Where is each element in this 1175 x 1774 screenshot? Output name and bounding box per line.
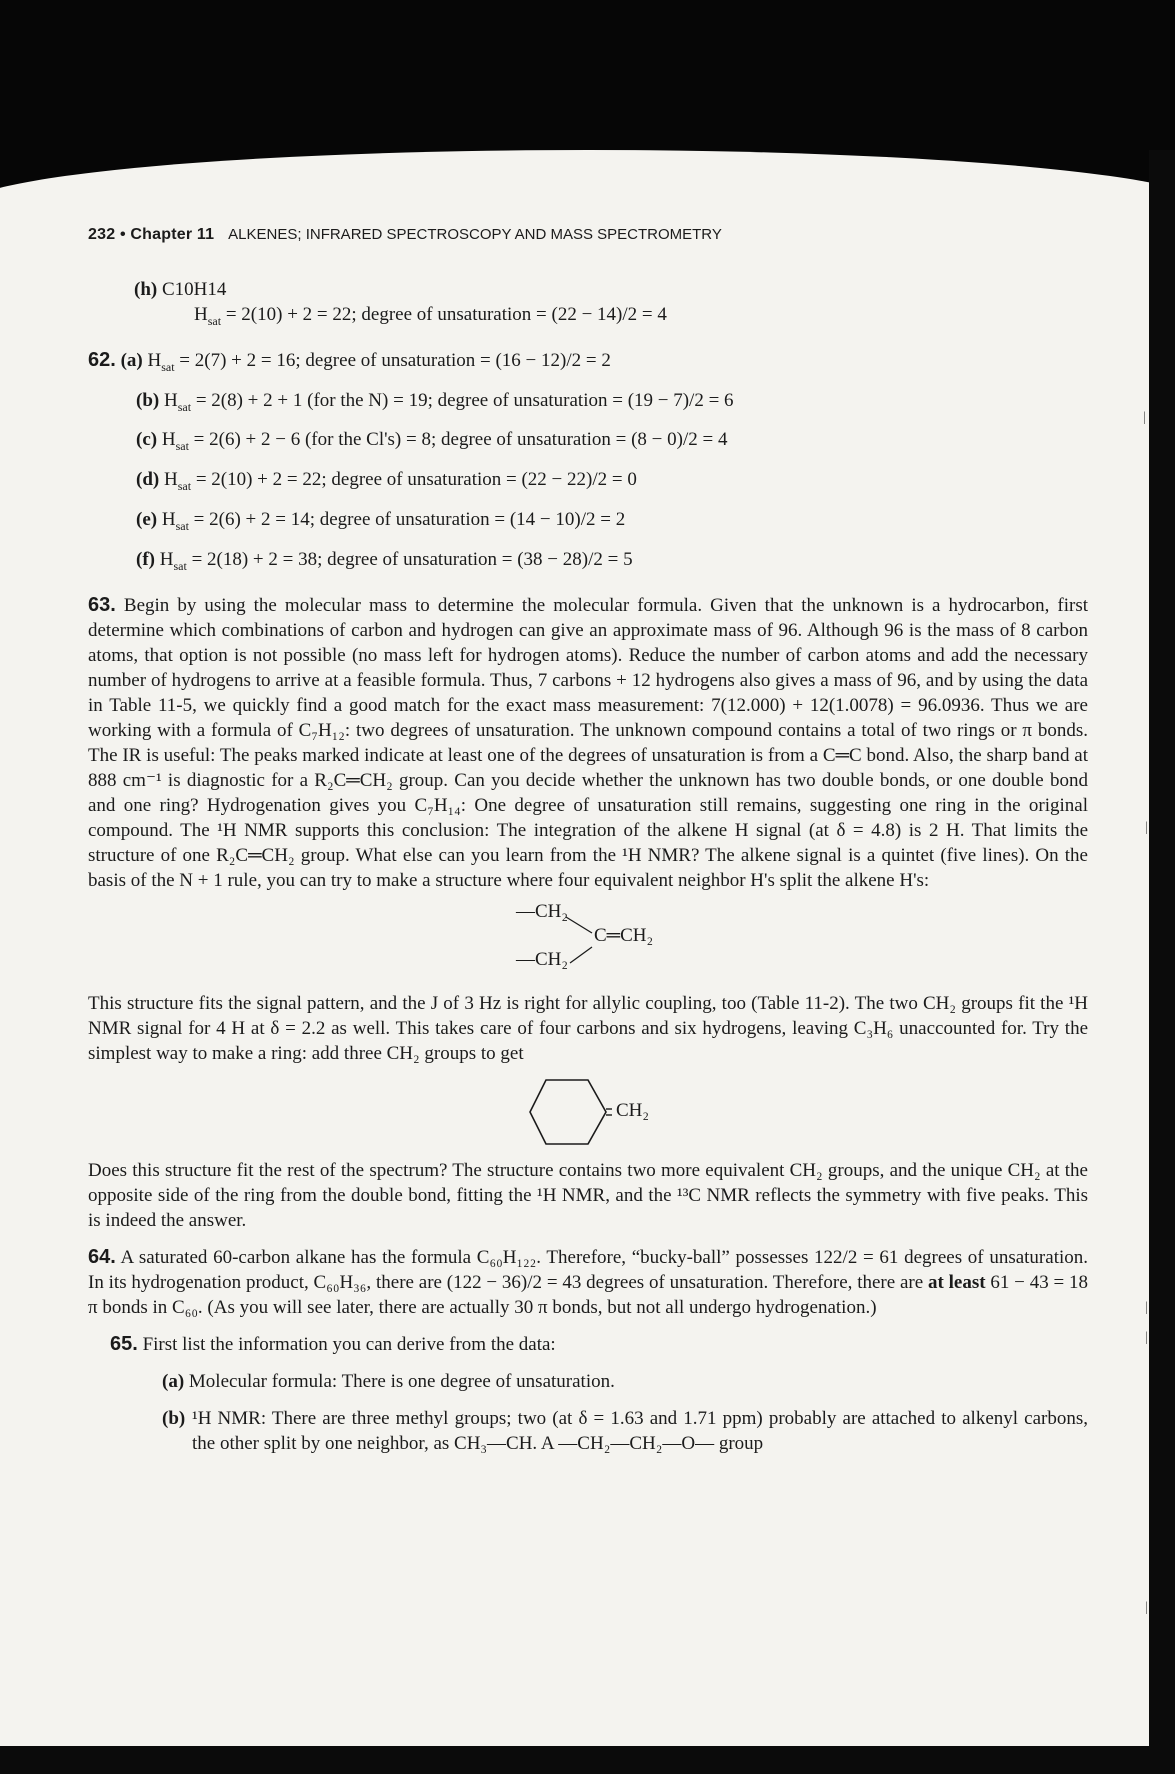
structure-alkene: C═CH₂ bbox=[594, 924, 654, 946]
bullet: • bbox=[119, 226, 131, 243]
margin-mark: | bbox=[1145, 1300, 1148, 1315]
part-h-formula: C10H14 bbox=[161, 279, 227, 300]
problem-62-number: 62. bbox=[88, 348, 116, 371]
problem-65-a bbox=[88, 1369, 1088, 1394]
item-text: = 2(7) + 2 = 16; degree of unsaturation = (16 − 12)/2 = 2 bbox=[179, 349, 611, 371]
item-label: (c) bbox=[136, 429, 158, 451]
margin-mark: | bbox=[1145, 1600, 1148, 1615]
margin-mark: | bbox=[1143, 410, 1146, 425]
item-label: (e) bbox=[136, 508, 158, 530]
problem-64-text-b: 61 − 43 = 18 π bonds in C₆₀. (As you will see later, there are actually 30 π bonds, but not all undergo hydrogenation.) bbox=[88, 1271, 1089, 1318]
item-text: = 2(10) + 2 = 22; degree of unsaturation = (22 − 22)/2 = 0 bbox=[195, 469, 637, 491]
item-label: (b) bbox=[162, 1407, 186, 1429]
problem-64-paragraph bbox=[88, 1245, 1088, 1320]
item-label: (a) bbox=[120, 349, 143, 371]
item-label: (f) bbox=[136, 548, 155, 570]
item-label: (b) bbox=[136, 389, 160, 411]
part-h-label: (h) bbox=[134, 279, 158, 300]
problem-63-paragraph-3: Does this structure fit the rest of the spectrum? The structure contains two more equivalent CH₂ groups, and the unique CH₂ at the opposite side of the ring from the double bond, fitting the ¹H NMR, and the ¹³C NMR reflects the symmetry with five peaks. This is indeed the answer. bbox=[88, 1159, 1088, 1231]
problem-64-emphasis: at least bbox=[927, 1271, 986, 1293]
problem-62-b: (b) $H_{sat} = 2(8) + 2 + 1$ (for the N) = 19; degree of unsaturation = (19 − 7)/2 = 6 bbox=[136, 389, 734, 414]
chapter-title: ALKENES; INFRARED SPECTROSCOPY AND MASS SPECTROMETRY bbox=[228, 226, 722, 243]
problem-63-text-1: Begin by using the molecular mass to determine the molecular formula. Given that the unknown is a hydrocarbon, first determine which combinations of carbon and hydrogen can give an approximate mass of 96. Although 96 is the mass of 8 carbon atoms, that option is not possible (no mass left for hydrogen atoms). Reduce the number of carbon atoms and add the necessary number of hydrogens to arrive at a feasible formula. Thus, 7 carbons + 12 hydrogens also gives a mass of 96, and by using the data in Table 11-5, we quickly find a good match for the exact mass measurement: 7(12.000) + 12(1.0078) = 96.0936. Thus we are working with a formula of C₇H₁₂: two degrees of unsaturation. The unknown compound contains a total of two rings or π bonds. The IR is useful: The peaks marked indicate at least one of the degrees of unsaturation is from a C═C bond. Also, the sharp band at 888 cm⁻¹ is diagnostic for a R₂C═CH₂ group. Can you decide whether the unknown has two double bonds, or one double bond and one ring? Hydrogenation gives you C₇H₁₄: One degree of unsaturation still remains, suggesting one ring in the original compound. The ¹H NMR supports this conclusion: The integration of the alkene H signal (at δ = 4.8) is 2 H. That limits the structure of one R₂C═CH₂ group. What else can you learn from the ¹H NMR? The alkene signal is a quintet (five lines). On the basis of the N + 1 rule, you can try to make a structure where four equivalent neighbor H's split the alkene H's: bbox=[88, 594, 1089, 891]
structure-top-ch2: —CH₂ bbox=[516, 900, 569, 922]
scan-bottom-edge bbox=[0, 1746, 1175, 1774]
item-label: (d) bbox=[136, 469, 160, 491]
problem-65-intro bbox=[88, 1332, 1088, 1357]
part-h bbox=[88, 277, 1088, 302]
scan-right-edge bbox=[1149, 150, 1175, 1774]
part-h-line: $H_{sat} = 2(10) + 2 = 22$; degree of unsaturation = (22 − 14)/2 = 4 bbox=[194, 304, 667, 328]
structure-bottom-ch2: —CH₂ bbox=[516, 948, 569, 970]
structure-bonds bbox=[562, 915, 602, 967]
margin-mark: | bbox=[1145, 820, 1148, 835]
item-text: = 2(6) + 2 − 6 (for the Cl's) = 8; degree of unsaturation = (8 − 0)/2 = 4 bbox=[193, 429, 728, 451]
part-h-text: = 2(10) + 2 = 22; degree of unsaturation = (22 − 14)/2 = 4 bbox=[225, 304, 667, 325]
problem-63-paragraph-2: This structure fits the signal pattern, and the J of 3 Hz is right for allylic coupling, too (Table 11-2). The two CH₂ groups fit the ¹H NMR signal for 4 H at δ = 2.2 as well. This takes care of four carbons and six hydrogens, leaving C₃H₆ unaccounted for. Try the simplest way to make a ring: add three CH₂ groups to get bbox=[88, 992, 1088, 1064]
item-text: = 2(6) + 2 = 14; degree of unsaturation = (14 − 10)/2 = 2 bbox=[193, 508, 626, 530]
running-header bbox=[88, 222, 1088, 247]
problem-62-a: 62. (a) $H_{sat} = 2(7) + 2 = 16$; degree of unsaturation = (16 − 12)/2 = 2 bbox=[88, 348, 611, 374]
problem-62-d: (d) $H_{sat} = 2(10) + 2 = 22$; degree of unsaturation = (22 − 22)/2 = 0 bbox=[136, 469, 637, 493]
problem-62-c: (c) $H_{sat} = 2(6) + 2 - 6$ (for the Cl's) = 8; degree of unsaturation = (8 − 0)/2 = 4 bbox=[136, 429, 728, 454]
chapter-label: Chapter 11 bbox=[130, 226, 215, 243]
problem-65-b bbox=[88, 1406, 1088, 1456]
problem-64-number: 64. bbox=[88, 1245, 116, 1268]
allylic-structure bbox=[88, 897, 1088, 977]
exocyclic-ch2-label: CH₂ bbox=[616, 1099, 650, 1121]
page-number: 232 bbox=[88, 226, 116, 243]
problem-64-text-a: A saturated 60-carbon alkane has the formula C₆₀H₁₂₂. Therefore, “bucky-ball” possesses 122/2 = 61 degrees of unsaturation. In its hydrogenation product, C₆₀H₃₆, there are (122 − 36)/2 = 43 degrees of unsaturation. Therefore, there are bbox=[88, 1246, 1088, 1293]
cyclohexane-ring bbox=[526, 1076, 612, 1148]
margin-mark: | bbox=[1145, 1330, 1148, 1345]
item-text: = 2(18) + 2 = 38; degree of unsaturation = (38 − 28)/2 = 5 bbox=[191, 548, 633, 570]
problem-62-f: (f) $H_{sat} = 2(18) + 2 = 38$; degree of unsaturation = (38 − 28)/2 = 5 bbox=[136, 548, 633, 573]
item-text: ¹H NMR: There are three methyl groups; two (at δ = 1.63 and 1.71 ppm) probably are attached to alkenyl carbons, the other split by one neighbor, as CH₃—CH. A —CH₂—CH₂—O— group bbox=[192, 1407, 1088, 1454]
problem-65-number: 65. bbox=[110, 1332, 138, 1355]
problem-65-intro-text: First list the information you can derive from the data: bbox=[142, 1333, 556, 1355]
problem-62-e: (e) $H_{sat} = 2(6) + 2 = 14$; degree of unsaturation = (14 − 10)/2 = 2 bbox=[136, 508, 626, 533]
item-label: (a) bbox=[162, 1370, 185, 1392]
problem-63-number: 63. bbox=[88, 593, 116, 616]
problem-63-paragraph-1 bbox=[88, 593, 1088, 893]
item-text: Molecular formula: There is one degree of unsaturation. bbox=[188, 1370, 615, 1392]
page-content bbox=[88, 222, 1088, 1456]
item-text: = 2(8) + 2 + 1 (for the N) = 19; degree of unsaturation = (19 − 7)/2 = 6 bbox=[195, 389, 734, 411]
methylenecyclohexane-structure bbox=[88, 1072, 1088, 1146]
